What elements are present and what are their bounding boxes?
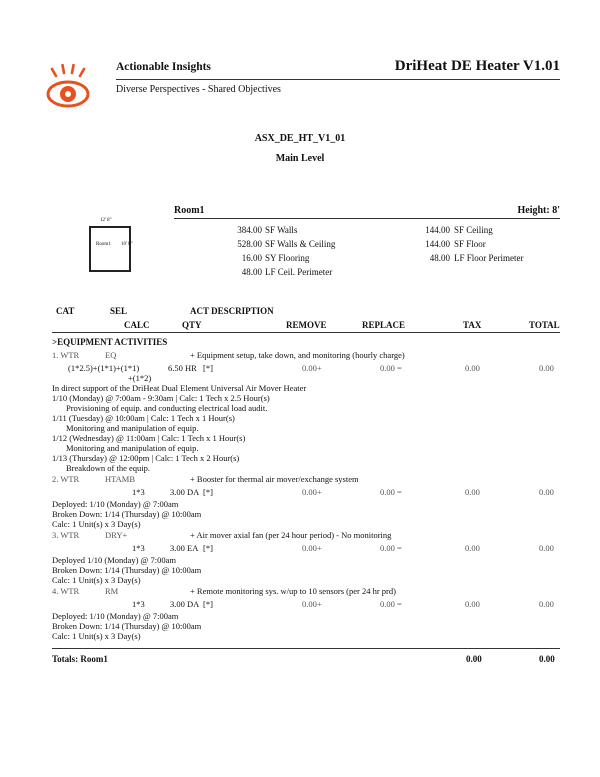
logo-eye-icon	[44, 64, 94, 110]
room-sketch-label: Room1	[96, 242, 111, 247]
measure-label: SF Floor	[454, 239, 486, 249]
item-note: 1/13 (Thursday) @ 12:00pm | Calc: 1 Tech x 2 Hour(s)	[52, 453, 240, 463]
item-description: + Remote monitoring sys. w/up to 10 sensors (per 24 hr prd)	[190, 586, 396, 596]
room-sketch-top-dimension: 12' 8"	[100, 218, 112, 223]
col-replace: REPLACE	[362, 320, 406, 330]
item-qty: 3.00 DA	[170, 487, 200, 497]
col-cat: CAT	[56, 306, 75, 316]
measure-qty: 144.00	[425, 239, 450, 249]
item-qty: 3.00 EA	[170, 543, 199, 553]
measure-qty: 528.00	[237, 239, 262, 249]
item-replace: 0.00 =	[380, 543, 402, 553]
col-calc: CALC	[124, 320, 150, 330]
item-note: Broken Down: 1/14 (Thursday) @ 10:00am	[52, 565, 202, 575]
item-note: Calc: 1 Unit(s) x 3 Day(s)	[52, 631, 141, 641]
header-divider	[116, 79, 560, 80]
totals-total: 0.00	[539, 654, 555, 664]
measure-qty: 384.00	[237, 225, 262, 235]
col-remove: REMOVE	[286, 320, 327, 330]
room-sketch	[89, 226, 131, 272]
item-remove: 0.00+	[302, 487, 322, 497]
item-calc: (1*2.5)+(1*1)+(1*1)	[68, 363, 140, 373]
col-qty: QTY	[182, 320, 202, 330]
measure-label: LF Ceil. Perimeter	[265, 267, 333, 277]
col-sel: SEL	[110, 306, 128, 316]
item-tax: 0.00	[465, 543, 480, 553]
item-note: Calc: 1 Unit(s) x 3 Day(s)	[52, 575, 141, 585]
totals-divider	[52, 648, 560, 649]
item-number: 1. WTR	[52, 350, 80, 360]
item-qty: 3.00 DA	[170, 599, 200, 609]
item-note: Provisioning of equip. and conducting electrical load audit.	[66, 403, 268, 413]
item-note: 1/10 (Monday) @ 7:00am - 9:30am | Calc: 1 Tech x 2.5 Hour(s)	[52, 393, 270, 403]
item-note: 1/12 (Wednesday) @ 11:00am | Calc: 1 Tech x 1 Hour(s)	[52, 433, 246, 443]
item-tax: 0.00	[465, 363, 480, 373]
item-note: Broken Down: 1/14 (Thursday) @ 10:00am	[52, 509, 202, 519]
room-sketch-side-dimension: 10' 8"	[121, 242, 133, 247]
item-qty-marker: [*]	[203, 363, 213, 373]
col-total: TOTAL	[529, 320, 560, 330]
item-total: 0.00	[539, 543, 554, 553]
col-act-description: ACT DESCRIPTION	[190, 306, 274, 316]
measure-label: SF Ceiling	[454, 225, 493, 235]
item-total: 0.00	[539, 363, 554, 373]
totals-tax: 0.00	[466, 654, 482, 664]
item-description: + Booster for thermal air mover/exchange system	[190, 474, 359, 484]
measure-label: SF Walls	[265, 225, 298, 235]
item-sel: DRY+	[105, 530, 128, 540]
item-note: Deployed: 1/10 (Monday) @ 7:00am	[52, 611, 179, 621]
item-number: 4. WTR	[52, 586, 80, 596]
estimate-name: ASX_DE_HT_V1_01	[254, 133, 346, 144]
item-note: Monitoring and manipulation of equip.	[66, 423, 199, 433]
item-replace: 0.00 =	[380, 487, 402, 497]
item-total: 0.00	[539, 599, 554, 609]
item-total: 0.00	[539, 487, 554, 497]
item-note: Calc: 1 Unit(s) x 3 Day(s)	[52, 519, 141, 529]
item-calc-continued: +(1*2)	[128, 373, 152, 383]
document-title: DriHeat DE Heater V1.01	[394, 58, 560, 74]
item-tax: 0.00	[465, 599, 480, 609]
room-height: Height: 8'	[517, 205, 560, 216]
company-tagline: Diverse Perspectives - Shared Objectives	[116, 84, 281, 95]
item-description: + Air mover axial fan (per 24 hour period) - No monitoring	[190, 530, 392, 540]
item-number: 3. WTR	[52, 530, 80, 540]
level-name: Main Level	[275, 153, 325, 164]
item-note: 1/11 (Tuesday) @ 10:00am | Calc: 1 Tech x 1 Hour(s)	[52, 413, 235, 423]
measure-label: SF Walls & Ceiling	[265, 239, 336, 249]
item-note: Deployed: 1/10 (Monday) @ 7:00am	[52, 499, 179, 509]
item-note: In direct support of the DriHeat Dual Element Universal Air Mover Heater	[52, 383, 307, 393]
measure-qty: 48.00	[429, 253, 450, 263]
section-title: >EQUIPMENT ACTIVITIES	[52, 337, 168, 347]
item-calc: 1*3	[132, 599, 145, 609]
item-note: Broken Down: 1/14 (Thursday) @ 10:00am	[52, 621, 202, 631]
item-qty-marker: [*]	[203, 487, 213, 497]
item-sel: EQ	[105, 350, 117, 360]
measure-qty: 16.00	[241, 253, 262, 263]
item-calc: 1*3	[132, 487, 145, 497]
item-remove: 0.00+	[302, 599, 322, 609]
item-tax: 0.00	[465, 487, 480, 497]
room-divider	[174, 218, 560, 219]
item-qty-marker: [*]	[203, 543, 213, 553]
item-replace: 0.00 =	[380, 599, 402, 609]
item-sel: HTAMB	[105, 474, 136, 484]
item-calc: 1*3	[132, 543, 145, 553]
item-sel: RM	[105, 586, 119, 596]
room-title: Room1	[174, 205, 205, 216]
item-note: Breakdown of the equip.	[66, 463, 151, 473]
item-remove: 0.00+	[302, 363, 322, 373]
item-qty: 6.50 HR	[168, 363, 197, 373]
measure-label: SY Flooring	[265, 253, 310, 263]
totals-label: Totals: Room1	[52, 654, 108, 664]
item-replace: 0.00 =	[380, 363, 402, 373]
col-tax: TAX	[463, 320, 482, 330]
item-note: Monitoring and manipulation of equip.	[66, 443, 199, 453]
company-name: Actionable Insights	[116, 61, 211, 73]
item-qty-marker: [*]	[203, 599, 213, 609]
measure-qty: 144.00	[425, 225, 450, 235]
column-header-divider	[52, 332, 560, 333]
item-description: + Equipment setup, take down, and monitoring (hourly charge)	[190, 350, 405, 360]
measure-label: LF Floor Perimeter	[454, 253, 524, 263]
item-note: Deployed 1/10 (Monday) @ 7:00am	[52, 555, 176, 565]
item-remove: 0.00+	[302, 543, 322, 553]
item-number: 2. WTR	[52, 474, 80, 484]
measure-qty: 48.00	[241, 267, 262, 277]
